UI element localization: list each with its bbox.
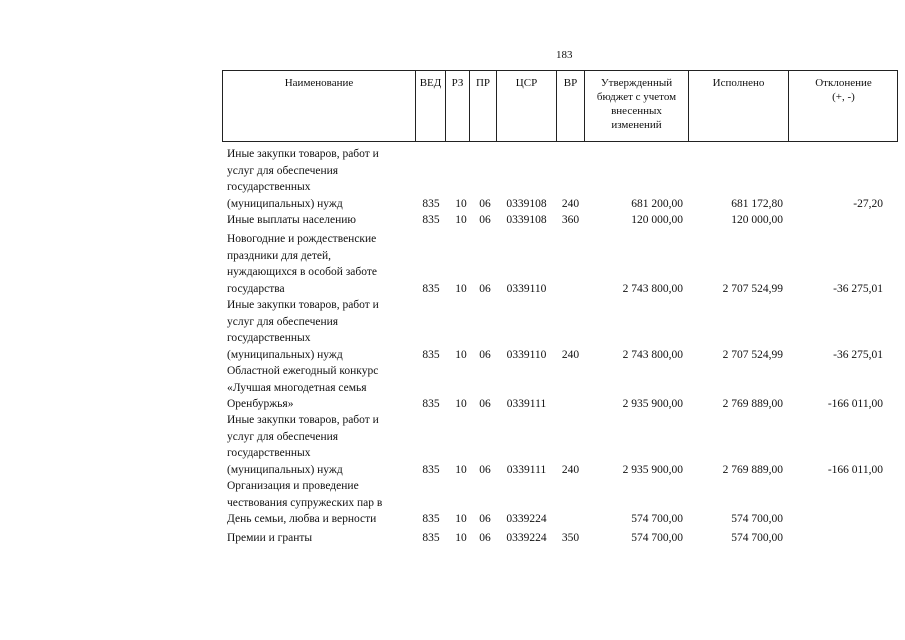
row-rz: 10 [455, 398, 467, 410]
row-executed: 574 700,00 [731, 532, 783, 544]
row-csr: 0339111 [506, 398, 547, 410]
row-deviation: -36 275,01 [833, 348, 883, 361]
row-name: Новогодние и рождественские праздники для детей, нуждающихся в особой заботе государства [227, 233, 377, 295]
row-csr: 0339110 [506, 282, 547, 295]
header-deviation: Отклонение (+, -) [788, 71, 898, 141]
row-name: Иные закупки товаров, работ и услуг для обеспечения государственных (муниципальных) нужд [227, 414, 379, 476]
row-ved: 835 [422, 214, 440, 226]
header-executed: Исполнено [688, 71, 788, 141]
page-number: 183 [556, 49, 573, 61]
row-ved: 835 [422, 282, 440, 295]
row-approved: 2 743 800,00 [622, 348, 683, 361]
row-vr: 350 [561, 532, 580, 544]
row-name: Иные закупки товаров, работ и услуг для обеспечения государственных (муниципальных) нужд [227, 299, 379, 361]
row-executed: 120 000,00 [731, 214, 783, 226]
row-approved: 2 743 800,00 [622, 282, 683, 295]
row-approved: 574 700,00 [631, 513, 683, 525]
row-pr: 06 [479, 532, 491, 544]
header-vr: ВР [556, 71, 584, 141]
row-approved: 2 935 900,00 [622, 463, 683, 476]
row-rz: 10 [455, 214, 467, 226]
row-rz: 10 [455, 532, 467, 544]
header-ved: ВЕД [415, 71, 445, 141]
row-vr: 360 [561, 214, 580, 226]
row-vr: 240 [561, 348, 580, 361]
row-name: Организация и проведение чествования супружеских пар в День семьи, любва и верности [227, 480, 383, 525]
row-csr: 0339224 [506, 532, 547, 544]
row-approved: 120 000,00 [631, 214, 683, 226]
row-executed: 2 707 524,99 [722, 282, 783, 295]
row-ved: 835 [422, 513, 440, 525]
row-csr: 0339108 [506, 214, 547, 226]
row-pr: 06 [479, 348, 491, 361]
row-rz: 10 [455, 348, 467, 361]
row-approved: 574 700,00 [631, 532, 683, 544]
row-executed: 681 172,80 [731, 197, 783, 210]
row-csr: 0339110 [506, 348, 547, 361]
table-header [222, 70, 898, 142]
row-rz: 10 [455, 282, 467, 295]
row-rz: 10 [455, 197, 467, 210]
row-vr: 240 [561, 197, 580, 210]
row-ved: 835 [422, 398, 440, 410]
row-deviation: -27,20 [853, 197, 883, 210]
row-csr: 0339108 [506, 197, 547, 210]
row-pr: 06 [479, 197, 491, 210]
row-csr: 0339224 [506, 513, 547, 525]
row-name: Иные закупки товаров, работ и услуг для обеспечения государственных (муниципальных) нужд [227, 148, 379, 210]
row-approved: 681 200,00 [631, 197, 683, 210]
row-executed: 2 769 889,00 [722, 463, 783, 476]
header-pr: ПР [469, 71, 496, 141]
header-csr: ЦСР [496, 71, 556, 141]
row-pr: 06 [479, 214, 491, 226]
row-executed: 574 700,00 [731, 513, 783, 525]
row-name: Областной ежегодный конкурс «Лучшая многодетная семья Оренбуржья» [227, 365, 379, 410]
row-ved: 835 [422, 348, 440, 361]
row-deviation: -166 011,00 [827, 463, 883, 476]
row-rz: 10 [455, 463, 467, 476]
header-name: Наименование [284, 77, 354, 89]
row-rz: 10 [455, 513, 467, 525]
row-pr: 06 [479, 513, 491, 525]
row-name: Премии и гранты [227, 532, 313, 544]
row-pr: 06 [479, 398, 491, 410]
row-deviation: -166 011,00 [827, 398, 883, 410]
row-ved: 835 [422, 532, 440, 544]
row-approved: 2 935 900,00 [622, 398, 683, 410]
row-pr: 06 [479, 463, 491, 476]
header-rz: РЗ [445, 71, 469, 141]
header-approved: Утвержденный бюджет с учетом внесенных изменений [584, 71, 688, 141]
row-ved: 835 [422, 197, 440, 210]
row-pr: 06 [479, 282, 491, 295]
row-csr: 0339111 [506, 463, 547, 476]
row-ved: 835 [422, 463, 440, 476]
row-executed: 2 707 524,99 [722, 348, 783, 361]
row-vr: 240 [561, 463, 580, 476]
row-name: Иные выплаты населению [227, 214, 356, 226]
row-executed: 2 769 889,00 [722, 398, 783, 410]
row-deviation: -36 275,01 [833, 282, 883, 295]
